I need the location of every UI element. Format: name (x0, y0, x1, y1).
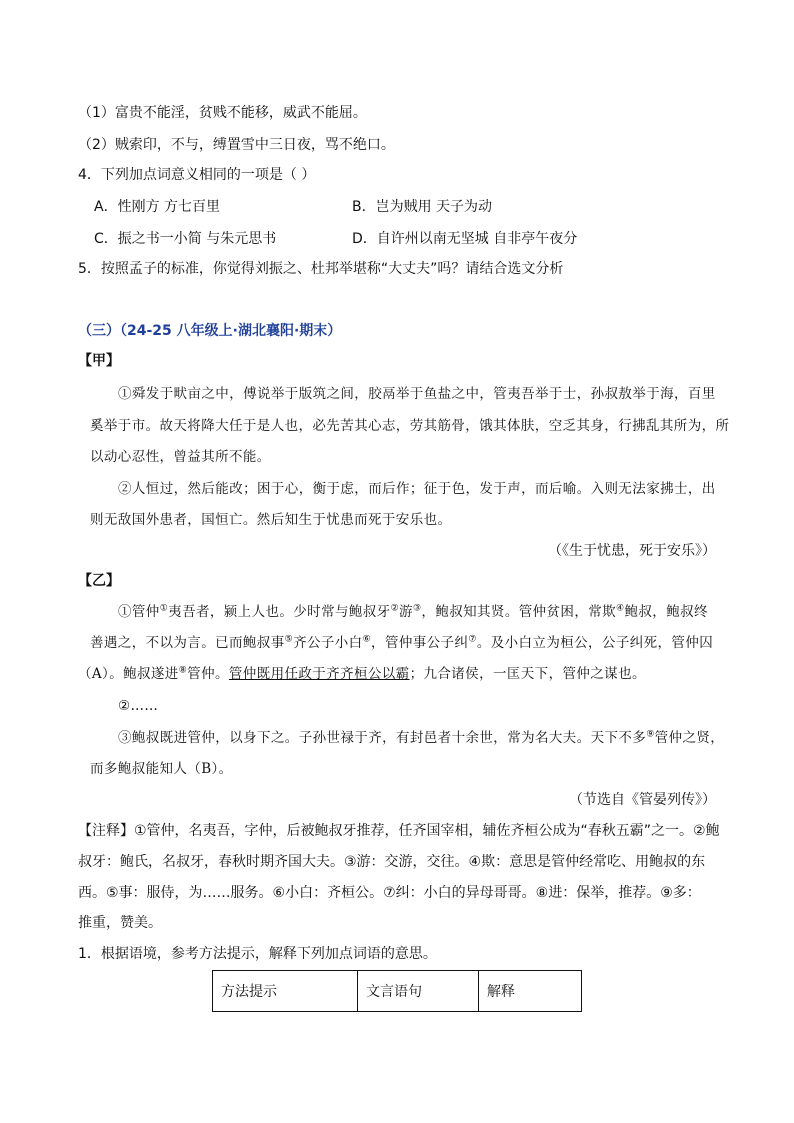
note-ref-3: ③ (412, 603, 422, 614)
yi-text-seg: 鲍叔，鲍叔终 (624, 604, 708, 620)
jia-para1-line3: 以动心忍性，曾益其所不能。 (90, 449, 271, 465)
note-ref-9: ⑨ (646, 729, 655, 740)
prev-text-line-2: （2）贼索印，不与，缚置雪中三日夜，骂不绝口。 (78, 137, 395, 153)
note-ref-6: ⑥ (362, 634, 372, 645)
yi-para2: ②…… (118, 698, 159, 714)
yi-para3-line2: 而多鲍叔能知人（B）。 (90, 761, 233, 777)
yi-text-seg: 管仲之贤， (654, 730, 725, 746)
note-ref-8: ⑧ (178, 665, 188, 676)
section-number: （三） (78, 323, 120, 339)
answer-table (212, 970, 582, 1012)
option-b: B．岂为贼用 天子为动 (352, 199, 493, 215)
notes-line-3: 西。⑤事：服侍，为……服务。⑥小白：齐桓公。⑦纠：小白的异母哥哥。⑧进：保举，推荐。⑨多： (78, 885, 701, 901)
question-4: 4．下列加点词意义相同的一项是（ ） (78, 167, 316, 183)
option-a: A．性刚方 方七百里 (94, 199, 221, 215)
yi-para1-line2 (90, 634, 713, 652)
yi-text-seg: ；九合诸侯，一匡天下，管仲之谋也。 (409, 666, 646, 682)
jia-para1-line2: 奚举于市。故天将降大任于是人也，必先苦其心志，劳其筋骨，饿其体肤，空乏其身，行拂乱其所为，所 (90, 418, 730, 434)
yi-para1-line3 (78, 665, 646, 683)
yi-text-seg: ①管仲 (118, 604, 160, 620)
note-ref-1: ① (159, 603, 169, 614)
jia-source: （《生于忧患，死于安乐》） (548, 543, 716, 559)
yi-text-seg: 善遇之，不以为言。已而鲍叔事 (90, 635, 285, 651)
section-source: （24-25 八年级上·湖北襄阳·期末） (120, 323, 342, 339)
question-5: 5．按照孟子的标准，你觉得刘振之、杜邦举堪称“大丈夫”吗？请结合选文分析 (78, 261, 564, 277)
yi-label: 【乙】 (78, 573, 120, 589)
yi-text-seg: （A）。鲍叔遂进 (78, 666, 179, 682)
note-ref-7: ⑦ (468, 634, 477, 645)
note-ref-2: ② (390, 603, 400, 614)
question-1: 1．根据语境，参考方法提示，解释下列加点词语的意思。 (78, 946, 437, 962)
jia-para2-line2: 则无敌国外患者，国恒亡。然后知生于忧患而死于安乐也。 (90, 512, 452, 528)
table-header-cell: 解释 (479, 971, 582, 1012)
notes-line-4: 推重，赞美。 (78, 915, 162, 931)
yi-source: （节选自《管晏列传》） (569, 792, 716, 808)
notes-line-2: 叔牙：鲍氏，名叔牙，春秋时期齐国大夫。③游：交游，交往。④欺：意思是管仲经常吃、用鲍叔的东 (78, 854, 706, 870)
jia-para1-line1: ①舜发于畎亩之中，傅说举于版筑之间，胶鬲举于鱼盐之中，管夷吾举于士，孙叔敖举于海，百里 (118, 386, 716, 402)
underlined-sentence: 管仲既用任政于齐齐桓公以霸 (228, 666, 410, 682)
yi-para3-line1 (118, 729, 724, 747)
yi-text-seg: 夷吾者，颍上人也。少时常与鲍叔牙 (168, 604, 391, 620)
jia-label: 【甲】 (78, 353, 120, 369)
yi-text-seg: 齐公子小白 (293, 635, 363, 651)
table-header-cell: 文言语句 (358, 971, 479, 1012)
table-header-cell: 方法提示 (213, 971, 358, 1012)
yi-text-seg: 游 (399, 604, 413, 620)
table-header-row (213, 971, 582, 1012)
yi-text-seg: ，鲍叔知其贤。管仲贫困，常欺 (421, 604, 617, 620)
jia-para2-line1: ②人恒过，然后能改；困于心，衡于虑，而后作；征于色，发于声，而后喻。入则无法家拂士，出 (118, 481, 716, 497)
option-d: D．自许州以南无坚城 自非亭午夜分 (352, 231, 578, 247)
yi-text-seg: ③鲍叔既进管仲，以身下之。子孙世禄于齐，有封邑者十余世，常为名大夫。天下不多 (118, 730, 647, 746)
yi-text-seg: 。及小白立为桓公，公子纠死，管仲囚 (476, 635, 714, 651)
yi-text-seg: 管仲。 (187, 666, 229, 682)
notes-line-1: 【注释】①管仲，名夷吾，字仲，后被鲍叔牙推荐，任齐国宰相，辅佐齐桓公成为“春秋五霸”之一。②鲍 (78, 823, 720, 839)
yi-para1-line1 (118, 603, 708, 621)
note-ref-5: ⑤ (284, 634, 294, 645)
prev-text-line-1: （1）富贵不能淫，贫贱不能移，威武不能屈。 (78, 105, 367, 121)
note-ref-4: ④ (616, 603, 625, 614)
option-c: C．振之书一小简 与朱元思书 (94, 231, 277, 247)
yi-text-seg: ，管仲事公子纠 (371, 635, 469, 651)
section-heading (78, 322, 341, 340)
